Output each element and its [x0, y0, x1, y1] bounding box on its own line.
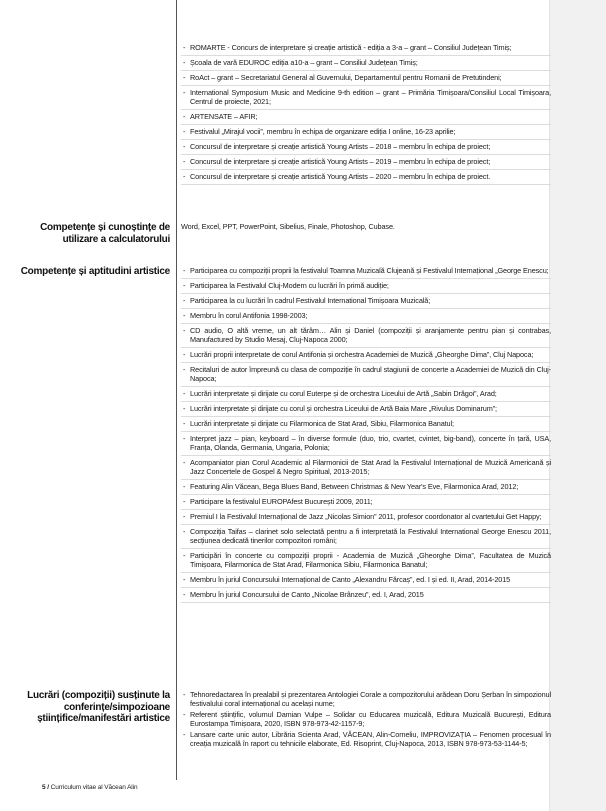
list-item: - Participare la festivalul EUROPAfest București 2009, 2011; [181, 497, 551, 510]
list-item: - Participarea la Festivalul Cluj-Modern cu lucrări în primă audiție; [181, 281, 551, 294]
list-item: - Concursul de interpretare și creație artistică Young Artists – 2019 – membru în echipa de proiect; [181, 157, 551, 170]
list-item: - Lucrări interpretate și dirijate cu Filarmonica de Stat Arad, Sibiu, Filarmonica Banatul; [181, 419, 551, 432]
list-item: - Lucrări proprii interpretate de corul Antifonia și orchestra Academiei de Muzică „Gheorghe Dima”, Cluj Napoca; [181, 350, 551, 363]
page-footer [42, 784, 138, 791]
list-item: - CD audio, O altă vreme, un alt tărâm… Alin și Daniel (compoziții și aranjamente pentru pian și contrabas, Manufactured by Studio Mesaj, Cluj-Napoca 2000; [181, 326, 551, 348]
side-margin-panel [549, 0, 606, 811]
list-item: - Membru în juriul Concursului Internațional de Canto „Alexandru Fărcaș”, ed. I și ed. II, Arad, 2014-2015 [181, 575, 551, 588]
footer-text: Curriculum vitae al Văcean Alin [50, 784, 138, 791]
list-item: - Referent științific, volumul Damian Vulpe – Solidar cu Educarea muzicală, Editura Muzicală București, Editura Eurostampa Timișoara, 2020, ISBN 978-973-42-1157-9; [181, 710, 551, 729]
list-item: - Lansare carte unic autor, Librăria Scienta Arad, VĂCEAN, Alin-Corneliu, IMPROVIZAȚIA – Fenomen procesual în creația muzicală în raport cu tehnicile elaborate, Ed. Risoprint, Cluj-Napoca, 2013, ISBN 978-973-53-1144-5; [181, 730, 551, 749]
list-item: - Premiul I la Festivalul Internațional de Jazz „Nicolas Simion” 2011, profesor coordonator al cvartetului Get Happy; [181, 512, 551, 525]
papers-list [181, 690, 551, 750]
list-item: - Participări în concerte cu compoziții proprii - Academia de Muzică „Gheorghe Dima”, Facultatea de Muzică Timișoara, Filarmonica de Stat Arad, Filarmonica Sibiu, Filarmonica Banatul; [181, 551, 551, 573]
list-item: - Featuring Alin Văcean, Bega Blues Band, Between Christmas & New Year's Eve, Filarmonica Arad, 2012; [181, 482, 551, 495]
list-item: - Compoziția Taifas – clarinet solo selectată pentru a fi interpretată la Festivalul International George Enescu 2011, secțiunea dedicată tinerilor compozitori români; [181, 527, 551, 549]
list-item: - Tehnoredactarea în prealabil și prezentarea Antologiei Corale a compozitorului arădean Doru Șerban în simpozionul festivalului coral internațional cu același nume; [181, 690, 551, 709]
list-item: - Interpret jazz – pian, keyboard – în diverse formule (duo, trio, cvartet, cvintet, big-band), concerte în țară, USA, Franța, Olanda, Germania, Ungaria, Polonia; [181, 434, 551, 456]
papers-title: Lucrări (compoziții) susținute la conferințe/simpozioane științifice/manifestări artistice [27, 690, 170, 724]
list-item: - Acompaniator pian Corul Academic al Filarmonicii de Stat Arad la Festivalul Internațional de Muzică Americană și Jazz Concertele de Gospel & Negro Spiritual, 2013-2015; [181, 458, 551, 480]
list-item: - ROMARTE - Concurs de interpretare și creație artistică - ediția a 3-a – grant – Consiliul Județean Timiș; [181, 43, 551, 56]
list-item: - Festivalul „Mirajul vocii”, membru în echipa de organizare ediția I online, 16-23 aprilie; [181, 127, 551, 140]
list-item: - Participarea cu compoziții proprii la festivalul Toamna Muzicală Clujeană și Festivalul Internațional „George Enescu; [181, 266, 551, 279]
artistic-skills-title: Competențe și aptitudini artistice [20, 266, 170, 277]
list-item: - Lucrări interpretate și dirijate cu corul Euterpe și de orchestra Liceului de Artă „Sabin Drăgoi”, Arad; [181, 389, 551, 402]
list-item: - Concursul de interpretare și creație artistică Young Artists – 2020 – membru în echipa de proiect. [181, 172, 551, 185]
artistic-skills-list [181, 266, 551, 605]
page-number: 5 / [42, 784, 49, 791]
list-item: - Recitaluri de autor împreună cu clasa de compoziție în cadrul stagiunii de concerte a Academiei de Muzică din Cluj-Napoca; [181, 365, 551, 387]
column-divider [176, 0, 177, 780]
activities-list [181, 43, 551, 187]
list-item: - Participarea la cu lucrări în cadrul Festivalul International Timișoara Muzicală; [181, 296, 551, 309]
computer-skills-text: Word, Excel, PPT, PowerPoint, Sibelius, Finale, Photoshop, Cubase. [181, 222, 395, 231]
list-item: - ARTENSATE – AFIR; [181, 112, 551, 125]
computer-skills-title: Competențe și cunoștințe de utilizare a calculatorului [40, 222, 170, 245]
list-item: - Lucrări interpretate și dirijate cu corul și orchestra Liceului de Artă Baia Mare „Rivulus Dominarum”; [181, 404, 551, 417]
list-item: - Membru în corul Antifonia 1998-2003; [181, 311, 551, 324]
list-item: - Școala de vară EDUROC ediția a10-a – grant – Consiliul Județean Timiș; [181, 58, 551, 71]
list-item: - International Symposium Music and Medicine 9-th edition – grant – Primăria Timișoara/Consiliul Local Timișoara, Centrul de proiecte, 2021; [181, 88, 551, 110]
list-item: - Membru în juriul Concursului de Canto „Nicolae Brânzeu”, ed. I, Arad, 2015 [181, 590, 551, 603]
list-item: - RoAct – grant – Secretariatul General al Guvernului, Departamentul pentru Romanii de Pretutindeni; [181, 73, 551, 86]
list-item: - Concursul de interpretare și creație artistică Young Artists – 2018 – membru în echipa de proiect; [181, 142, 551, 155]
